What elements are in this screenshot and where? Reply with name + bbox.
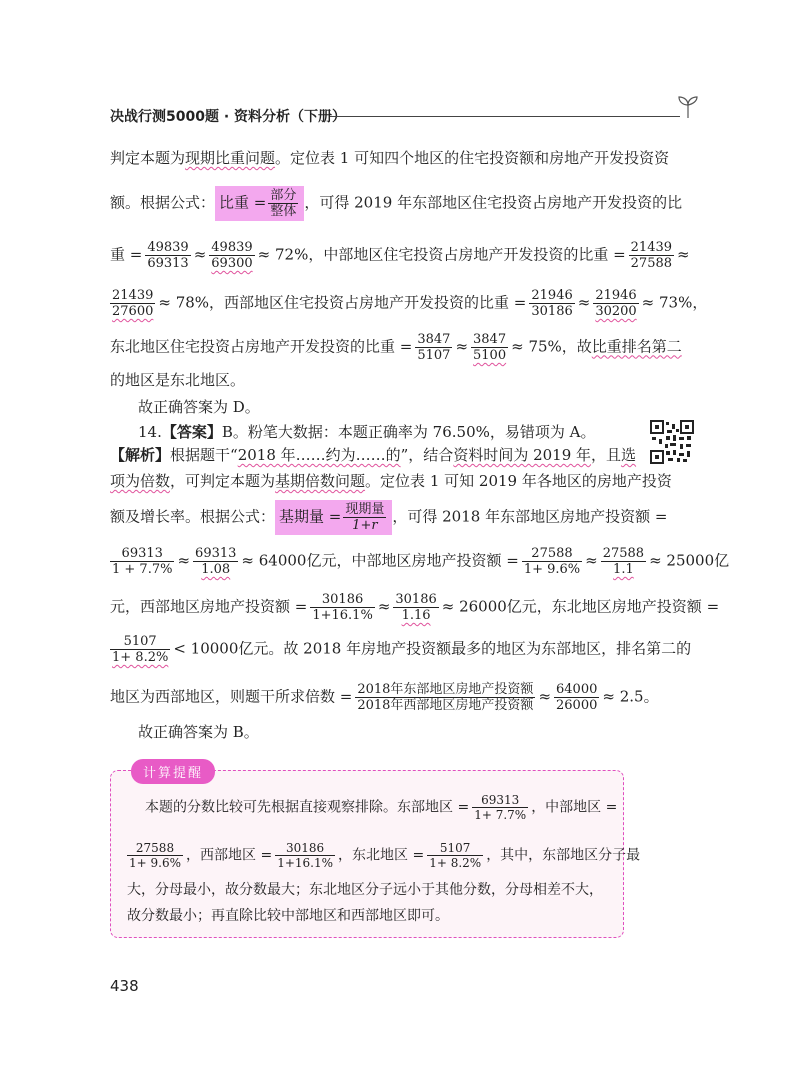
page-number: 438 bbox=[110, 977, 139, 995]
fraction bbox=[127, 841, 183, 870]
key-term: 项为倍数 bbox=[110, 472, 171, 490]
text: ，可得 2019 年东部地区住宅投资占房地产开发投资的比 bbox=[304, 193, 683, 212]
text-line bbox=[110, 148, 669, 168]
tip-line: 大，分母最小，故分数最大；东北地区分子远小于其他分数，分母相差不大， bbox=[127, 882, 603, 898]
fraction bbox=[415, 332, 452, 363]
key-term: 资料时间为 2019 年 bbox=[453, 446, 592, 464]
question-number: 14. bbox=[138, 423, 162, 441]
denominator: 1+ 8.2% bbox=[429, 856, 482, 870]
denominator: 1.1 bbox=[613, 562, 634, 577]
denominator: 27600 bbox=[112, 304, 154, 319]
fraction bbox=[110, 634, 170, 665]
text: ≈ 72%，中部地区住宅投资占房地产开发投资的比重 = bbox=[257, 245, 626, 264]
numerator: 64000 bbox=[556, 682, 598, 697]
fraction bbox=[268, 188, 298, 219]
text: 。定位表 1 可知 2019 年各地区的房地产投资 bbox=[365, 472, 672, 490]
answer-line: 故正确答案为 D。 bbox=[138, 398, 260, 416]
denominator: 1+ 9.6% bbox=[523, 562, 581, 577]
key-term: 比重排名第二 bbox=[591, 337, 682, 356]
denominator: 1+r bbox=[352, 518, 378, 533]
numerator: 3847 bbox=[473, 332, 507, 347]
fraction bbox=[145, 240, 190, 271]
numerator: 21946 bbox=[595, 288, 637, 303]
fraction bbox=[310, 592, 374, 623]
text-line bbox=[110, 471, 672, 491]
text-line: 重 = $\frac{49839}{69313}$ ≈ $\frac{49839}{69300}$ ≈ 72%，中部地区住宅投资占房地产开发投资的比重 = $\frac{21439}{27588}$ ≈ bbox=[110, 240, 690, 271]
fraction bbox=[472, 793, 528, 822]
text: ，可得 2018 年东部地区房地产投资额 = bbox=[392, 507, 668, 526]
denominator: 1 + 7.7% bbox=[112, 562, 173, 577]
numerator: 69313 bbox=[472, 793, 528, 808]
fraction bbox=[554, 682, 599, 713]
fraction bbox=[393, 592, 438, 623]
numerator: 27588 bbox=[522, 546, 582, 562]
text: ，东北地区 = bbox=[338, 847, 425, 864]
text-line: $\frac{69313}{1 + 7.7\%}$ ≈ $\frac{69313}{1.08}$ ≈ 64000亿元，中部地区房地产投资额 = $\frac{27588}{1+ 9.6\%}$ ≈ $\frac{27588}{1.1}$ ≈ 25000亿 bbox=[112, 546, 730, 577]
numerator: 30186 bbox=[310, 592, 374, 608]
text: 重 = bbox=[110, 245, 143, 264]
text: ≈ 64000亿元，中部地区房地产投资额 = bbox=[241, 551, 519, 570]
text-line: $\frac{21439}{27600}$ ≈ 78%，西部地区住宅投资占房地产开发投资的比重 = $\frac{21946}{30186}$ ≈ $\frac{21946}{30200}$ ≈ 73%， bbox=[112, 288, 708, 319]
denominator: 27588 bbox=[630, 256, 673, 271]
denominator: 5100 bbox=[473, 348, 507, 363]
text: ，西部地区 = bbox=[186, 847, 273, 864]
tip-label: 计算提醒 bbox=[131, 759, 215, 784]
text: 本题的分数比较可先根据直接观察排除。东部地区 = bbox=[145, 799, 470, 816]
numerator: 21946 bbox=[531, 288, 573, 303]
denominator: 2018年西部地区房地产投资额 bbox=[357, 698, 534, 713]
denominator: 1.08 bbox=[201, 562, 231, 577]
denominator: 1+16.1% bbox=[277, 856, 333, 870]
fraction bbox=[471, 332, 508, 363]
fraction bbox=[629, 240, 674, 271]
text: 元，西部地区房地产投资额 = bbox=[110, 597, 308, 616]
text: ，中部地区 = bbox=[531, 799, 618, 816]
numerator: 27588 bbox=[127, 841, 183, 856]
denominator: 30200 bbox=[595, 304, 637, 319]
text: ≈ 26000亿元，东北地区房地产投资额 = bbox=[441, 597, 720, 616]
text: ，可判定本题为 bbox=[170, 472, 276, 490]
text-line: 东北地区住宅投资占房地产开发投资的比重 = $\frac{3847}{5107}$ ≈ $\frac{3847}{5100}$ ≈ 75%，故比重排名第二 bbox=[110, 332, 682, 363]
text: ≈ 73%， bbox=[641, 293, 708, 312]
numerator: 5107 bbox=[427, 841, 483, 856]
text: ≈ 78%，西部地区住宅投资占房地产开发投资的比重 = bbox=[158, 293, 527, 312]
numerator: 21439 bbox=[630, 240, 673, 255]
key-term: 2018 年……约为……的 bbox=[237, 446, 401, 464]
text: < 10000亿元。故 2018 年房地产投资额最多的地区为东部地区，排名第二的 bbox=[173, 639, 692, 658]
fraction bbox=[522, 546, 582, 577]
denominator: 1+ 7.7% bbox=[474, 808, 527, 822]
key-term: 现期比重问题 bbox=[185, 149, 276, 167]
denominator: 30186 bbox=[531, 304, 573, 319]
tip-line bbox=[145, 793, 617, 822]
text: 判定本题为 bbox=[110, 149, 186, 167]
numerator: 3847 bbox=[417, 332, 451, 347]
text: ，其中，东部地区分子最 bbox=[486, 847, 641, 864]
denominator: 1.16 bbox=[401, 608, 431, 623]
key-term: 选 bbox=[621, 446, 637, 464]
text: ，且 bbox=[591, 446, 622, 464]
text-line bbox=[110, 634, 691, 665]
denominator: 1+ 9.6% bbox=[129, 856, 181, 870]
text-line bbox=[110, 445, 636, 465]
fraction bbox=[529, 288, 574, 319]
text: 额。根据公式： bbox=[110, 193, 216, 212]
fraction bbox=[110, 546, 174, 577]
qr-code-icon bbox=[650, 420, 694, 464]
numerator: 2018年东部地区房地产投资额 bbox=[357, 682, 534, 697]
text-line: 元，西部地区房地产投资额 = $\frac{30186}{1+16.1\%}$ ≈ $\frac{30186}{1.16}$ ≈ 26000亿元，东北地区房地产投资额 = bbox=[110, 592, 720, 623]
sprout-icon bbox=[676, 94, 700, 120]
numerator: 5107 bbox=[110, 634, 170, 650]
text-line: 地区为西部地区，则题干所求倍数 = $\frac{\text{2018年东部地区房地产投资额}}{\text{2018年西部地区房地产投资额}}$ ≈ $\frac{64000}{26000}$ ≈ 2.5。 bbox=[110, 682, 659, 713]
denominator: 整体 bbox=[270, 204, 297, 219]
numerator: 49839 bbox=[211, 240, 253, 255]
fraction bbox=[427, 841, 483, 870]
key-term: 基期倍数问题 bbox=[275, 472, 366, 490]
formula-highlight bbox=[275, 500, 392, 535]
denominator: 69313 bbox=[147, 256, 189, 271]
fraction bbox=[343, 502, 386, 533]
answer-line bbox=[138, 422, 595, 442]
text-line bbox=[110, 500, 667, 535]
analysis-label: 【解析】 bbox=[110, 446, 171, 464]
text: ≈ 25000亿 bbox=[649, 551, 730, 570]
denominator: 1+ 8.2% bbox=[112, 650, 169, 665]
text: ≈ 75%，故 bbox=[511, 337, 592, 356]
text: ≈ 2.5。 bbox=[602, 687, 659, 706]
text: 东北地区住宅投资占房地产开发投资的比重 = bbox=[110, 337, 413, 356]
fraction bbox=[209, 240, 254, 271]
formula-label: 基期量 = bbox=[279, 507, 342, 526]
denominator: 26000 bbox=[556, 698, 598, 713]
text: 根据题干“ bbox=[170, 446, 238, 464]
fraction bbox=[110, 288, 155, 319]
numerator: 30186 bbox=[395, 592, 437, 607]
text: ”，结合 bbox=[400, 446, 454, 464]
text: 。定位表 1 可知四个地区的住宅投资额和房地产开发投资资 bbox=[275, 149, 670, 167]
header-rule bbox=[330, 116, 680, 117]
numerator: 21439 bbox=[112, 288, 154, 303]
running-header bbox=[110, 100, 700, 130]
tip-line bbox=[127, 841, 640, 870]
answer-label: 【答案】 bbox=[161, 423, 222, 441]
answer-line: 故正确答案为 B。 bbox=[138, 723, 259, 741]
text: B。粉笔大数据：本题正确率为 76.50%，易错项为 A。 bbox=[221, 423, 596, 441]
fraction bbox=[601, 546, 646, 577]
book-title: 决战行测5000题 · 资料分析（下册） bbox=[110, 109, 347, 125]
text: 额及增长率。根据公式： bbox=[110, 507, 276, 526]
fraction bbox=[355, 682, 535, 713]
numerator: 69313 bbox=[195, 546, 237, 561]
numerator: 27588 bbox=[602, 546, 645, 561]
fraction bbox=[193, 546, 238, 577]
text-line: 的地区是东北地区。 bbox=[110, 371, 246, 389]
numerator: 现期量 bbox=[345, 502, 385, 517]
text-line bbox=[110, 186, 682, 221]
numerator: 部分 bbox=[270, 188, 297, 203]
formula-highlight bbox=[215, 186, 304, 221]
numerator: 30186 bbox=[275, 841, 335, 856]
formula-label: 比重 = bbox=[219, 193, 267, 212]
fraction bbox=[275, 841, 335, 870]
numerator: 49839 bbox=[147, 240, 189, 255]
calculation-tip-box bbox=[110, 766, 641, 938]
denominator: 5107 bbox=[417, 348, 451, 363]
denominator: 1+16.1% bbox=[312, 608, 373, 623]
text: 地区为西部地区，则题干所求倍数 = bbox=[110, 687, 353, 706]
fraction bbox=[593, 288, 638, 319]
denominator: 69300 bbox=[211, 256, 253, 271]
tip-line: 故分数最小；再直除比较中部地区和西部地区即可。 bbox=[127, 908, 449, 924]
numerator: 69313 bbox=[110, 546, 174, 562]
